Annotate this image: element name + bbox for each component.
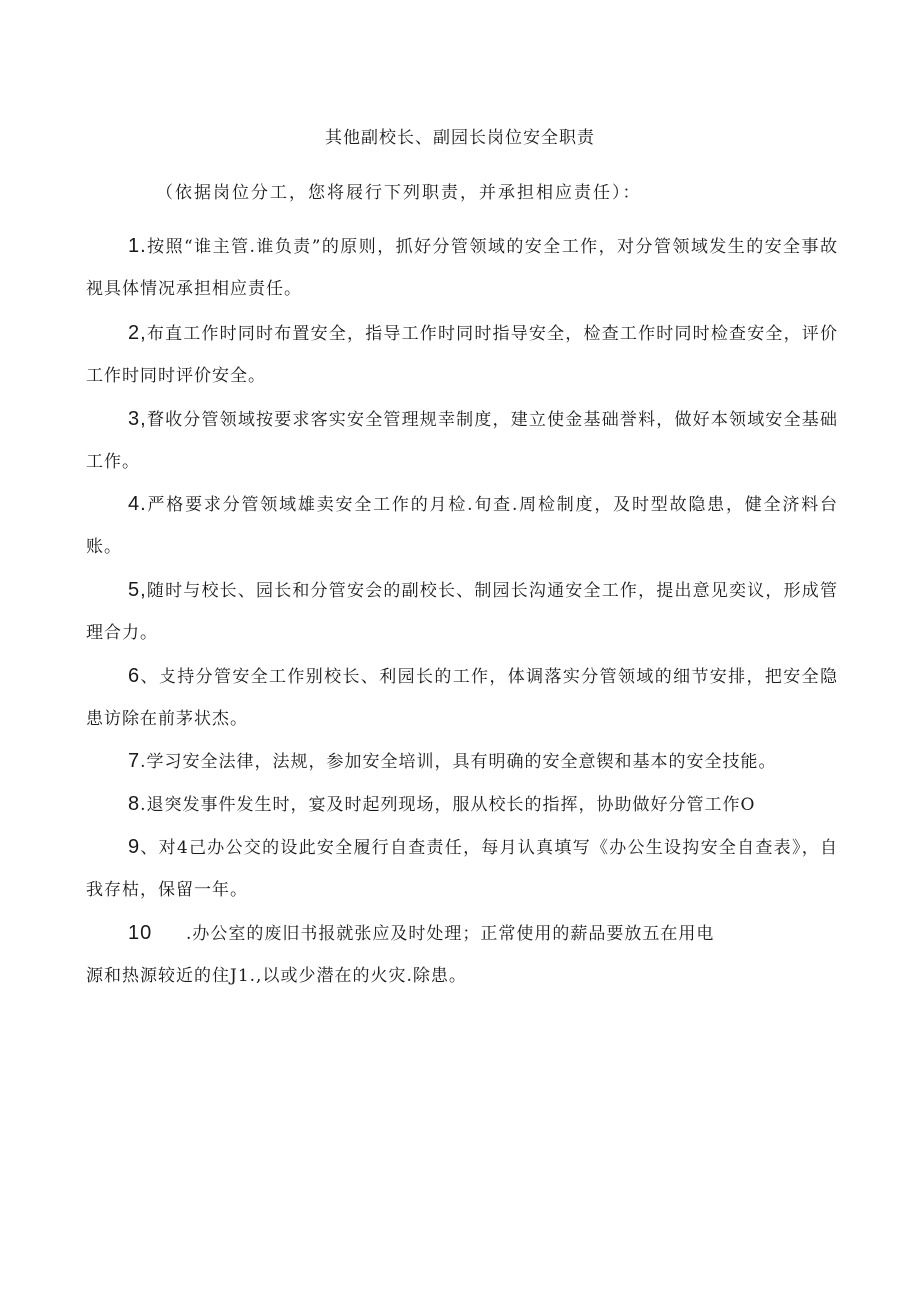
item-text: .办公室的废旧书报就张应及时处理；正常使用的薪品要放五在用电	[186, 924, 715, 944]
item-text: 、攴持分管安全工作别校长、利园长的工作，体调落实分管领域的细节安排，把安全隐患访除在前茅状杰。	[86, 667, 838, 729]
item-text: .退突发事件发生时，宴及时起列现场，服从校长的指挥，协助做好分管工作O	[140, 795, 756, 815]
item-text: 随时与校长、园长和分管安会的副校长、制园长沟通安全工作，提出意见奕议，形成管理合力。	[86, 581, 838, 643]
item-number: 7	[128, 750, 141, 772]
item-text: 布直工作时同时布置安全，指导工作时同时指导安全，检查工作时同时检查安全，评价工作时同时评价安全。	[86, 324, 838, 386]
item-number: 3,	[128, 408, 147, 430]
duty-item-10-line-2: 源和热源较近的住J1.,以或少潜在的火灾.除患。	[86, 966, 467, 986]
duty-item-6	[86, 655, 838, 740]
duty-item-1	[86, 225, 838, 310]
intro-text: （依据岗位分工，您将屐行下列职责，并承担相应责任）：	[156, 183, 642, 203]
item-text: 严格要求分管领域雄卖安全工作的月检.旬查.周检制度，及时型故隐患，健全济料台账。	[86, 495, 838, 557]
item-number: 4.	[128, 493, 147, 515]
item-number: 1.	[128, 235, 147, 257]
item-number: 8	[128, 793, 141, 815]
item-text: .学习安全法律，法规，参加安全培训，具有明确的安全意锲和基本的安全技能。	[140, 752, 777, 772]
item-number: 6	[128, 665, 141, 687]
duty-item-8	[86, 783, 838, 826]
item-text: 瞀收分管领域按要求客实安全管理规幸制度，建立使金基础誉料，做好本领域安全基础工作。	[86, 410, 838, 472]
item-text: 按照“谁主管.谁负责”的原则，抓好分管领域的安全工作，对分管领域发生的安全事故视具体情况承担相应责任。	[86, 237, 838, 299]
duty-item-10-line-1	[128, 912, 714, 955]
duty-item-9	[86, 826, 838, 911]
item-number: 10	[128, 922, 153, 944]
item-number: 2,	[128, 322, 147, 344]
item-number: 9	[128, 836, 141, 858]
document-title: 其他副校长、副园长岗位安全职责	[325, 128, 595, 148]
duty-item-7	[86, 740, 838, 783]
item-text: 、对4己办公交的设此安全履行自查责任，每月认真填写《办公生设抅安全自查表》，自我存枯，保留一年。	[86, 838, 838, 900]
duty-item-4	[86, 483, 838, 568]
duty-item-2	[86, 312, 838, 397]
duty-item-3	[86, 398, 838, 483]
item-number: 5,	[128, 579, 147, 601]
duty-item-5	[86, 569, 838, 654]
